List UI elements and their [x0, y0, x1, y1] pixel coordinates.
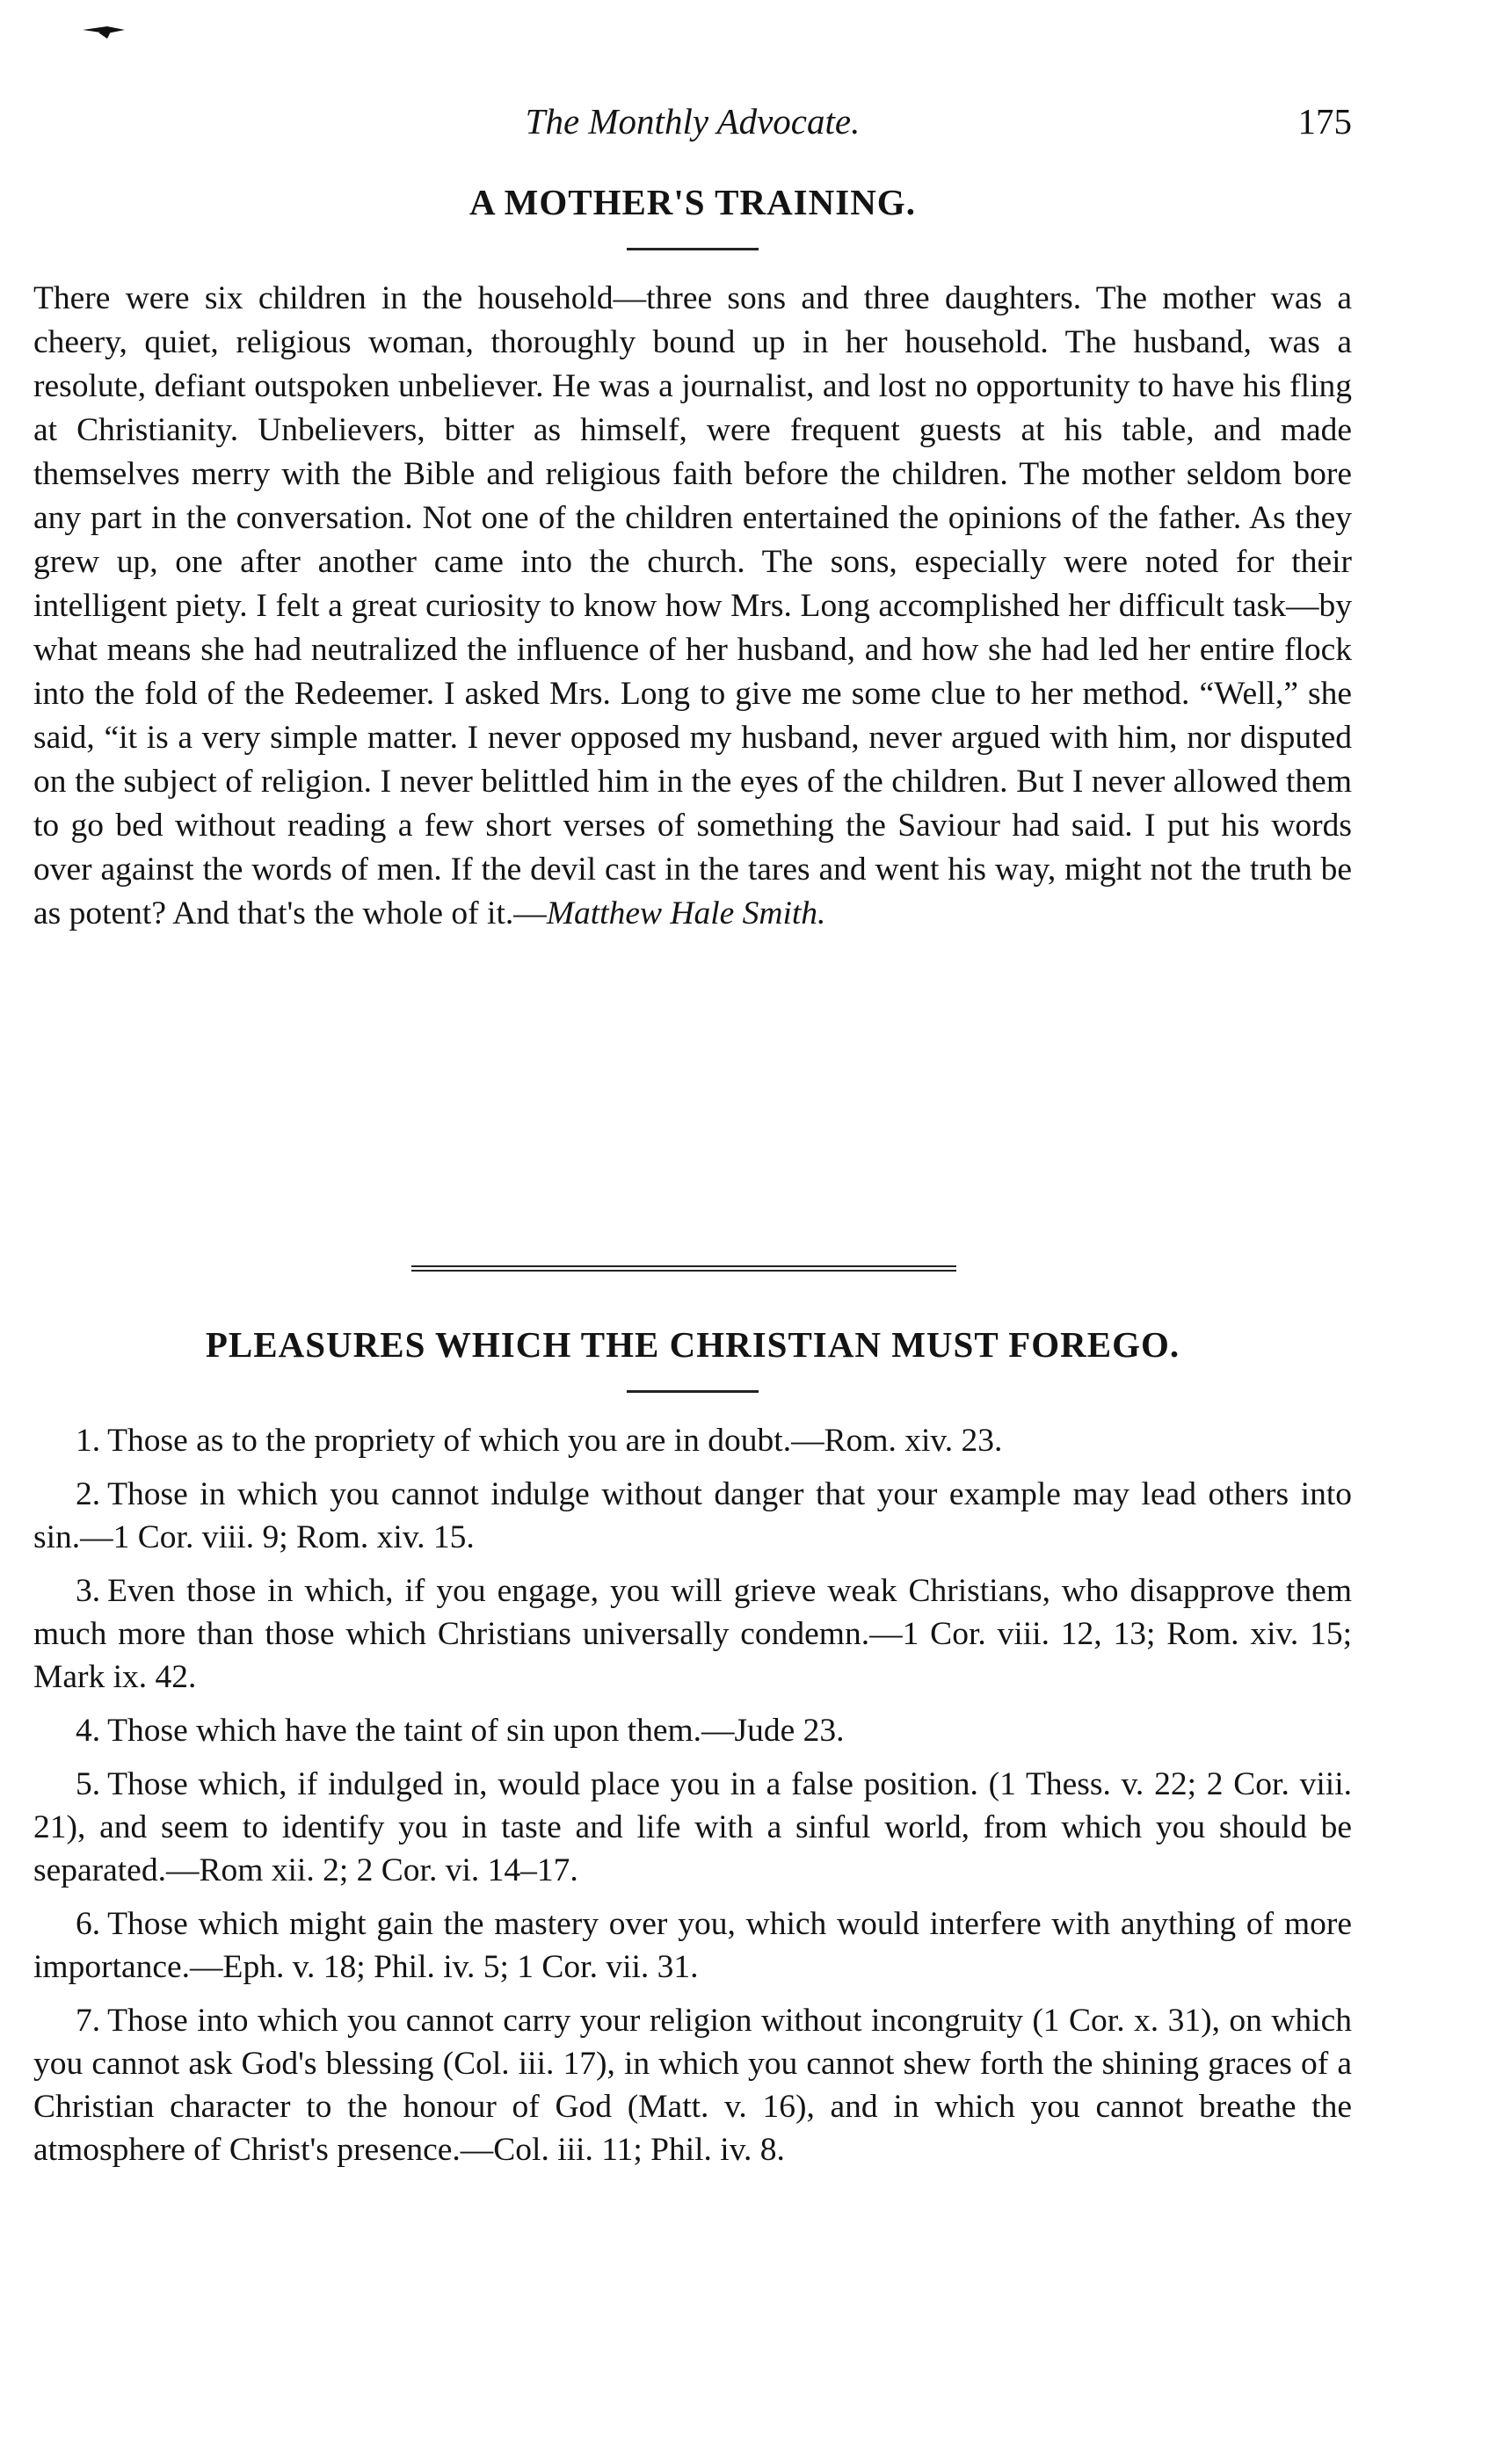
item-text: Those as to the propriety of which you are in doubt.—Rom. xiv. 23.: [107, 1423, 1003, 1459]
heading-rule: [627, 248, 759, 250]
item-text: Those in which you cannot indulge without danger that your example may lead others into sin.—1 Cor. viii. 9; Rom. xiv. 15.: [33, 1476, 1352, 1555]
section-divider: [411, 1265, 956, 1272]
article-body-text: There were six children in the household—three sons and three daughters. The mother was a cheery, quiet, religious woman, thoroughly bound up in her household. The husband, was a resolute, defiant outspoken unbeliever. He was a journalist, and lost no opportunity to have his fling at Christianity. Unbelievers, bitter as himself, were frequent guests at his table, and made themselves merry with the Bible and religious faith before the children. The mother seldom bore any part in the conversation. Not one of the children entertained the opinions of the father. As they grew up, one after another came into the church. The sons, especially were noted for their intelligent piety. I felt a great curiosity to know how Mrs. Long accomplished her difficult task—by what means she had neutralized the influence of her husband, and how she had led her entire flock into the fold of the Redeemer. I asked Mrs. Long to give me some clue to her method. “Well,” she said, “it is a very simple matter. I never opposed my husband, never argued with him, nor disputed on the subject of religion. I never belittled him in the eyes of the children. But I never allowed them to go bed without reading a few short verses of something the Saviour had said. I put his words over against the words of men. If the devil cast in the tares and went his way, might not the truth be as potent? And that's the whole of it.—: [33, 280, 1352, 931]
printer-mark-icon: [81, 25, 127, 40]
journal-title: The Monthly Advocate.: [525, 101, 861, 141]
numbered-list: [33, 1419, 1352, 2171]
item-number: 7.: [76, 2003, 101, 2039]
article-body: [33, 277, 1352, 936]
page-number: 175: [1297, 101, 1352, 141]
heading-rule: [627, 1390, 759, 1393]
list-item: [33, 1999, 1352, 2171]
item-number: 5.: [76, 1766, 101, 1802]
list-item: [33, 1569, 1352, 1699]
item-number: 4.: [76, 1713, 101, 1749]
item-text: Those which have the taint of sin upon them.—Jude 23.: [107, 1713, 845, 1749]
item-text: Those which might gain the mastery over you, which would interfere with anything of more importance.—Eph. v. 18; Phil. iv. 5; 1 Cor. vii. 31.: [33, 1906, 1352, 1985]
running-head: [33, 95, 1352, 148]
list-item: [33, 1902, 1352, 1989]
item-text: Even those in which, if you engage, you will grieve weak Christians, who disapprove them much more than those which Christians universally condemn.—1 Cor. viii. 12, 13; Rom. xiv. 15; Mark ix. 42.: [33, 1573, 1352, 1695]
list-item: [33, 1419, 1352, 1462]
item-number: 1.: [76, 1423, 101, 1459]
article-mothers-training: [33, 174, 1352, 936]
item-number: 2.: [76, 1476, 101, 1512]
article-heading: A MOTHER'S TRAINING.: [469, 182, 916, 222]
article-signature: Matthew Hale Smith.: [546, 895, 826, 931]
list-item: [33, 1763, 1352, 1892]
article-pleasures: [33, 1316, 1352, 2182]
article-heading: PLEASURES WHICH THE CHRISTIAN MUST FOREGO.: [205, 1324, 1180, 1365]
list-item: [33, 1709, 1352, 1752]
item-text: Those into which you cannot carry your religion without incongruity (1 Cor. x. 31), on which you cannot ask God's blessing (Col. iii. 17), in which you cannot shew forth the shining graces of a Christian character to the honour of God (Matt. v. 16), and in which you cannot breathe the atmosphere of Christ's presence.—Col. iii. 11; Phil. iv. 8.: [33, 2003, 1352, 2168]
list-item: [33, 1473, 1352, 1559]
item-number: 3.: [76, 1573, 101, 1609]
item-number: 6.: [76, 1906, 101, 1942]
item-text: Those which, if indulged in, would place you in a false position. (1 Thess. v. 22; 2 Cor. viii. 21), and seem to identify you in taste and life with a sinful world, from which you should be separated.—Rom xii. 2; 2 Cor. vi. 14–17.: [33, 1766, 1352, 1888]
